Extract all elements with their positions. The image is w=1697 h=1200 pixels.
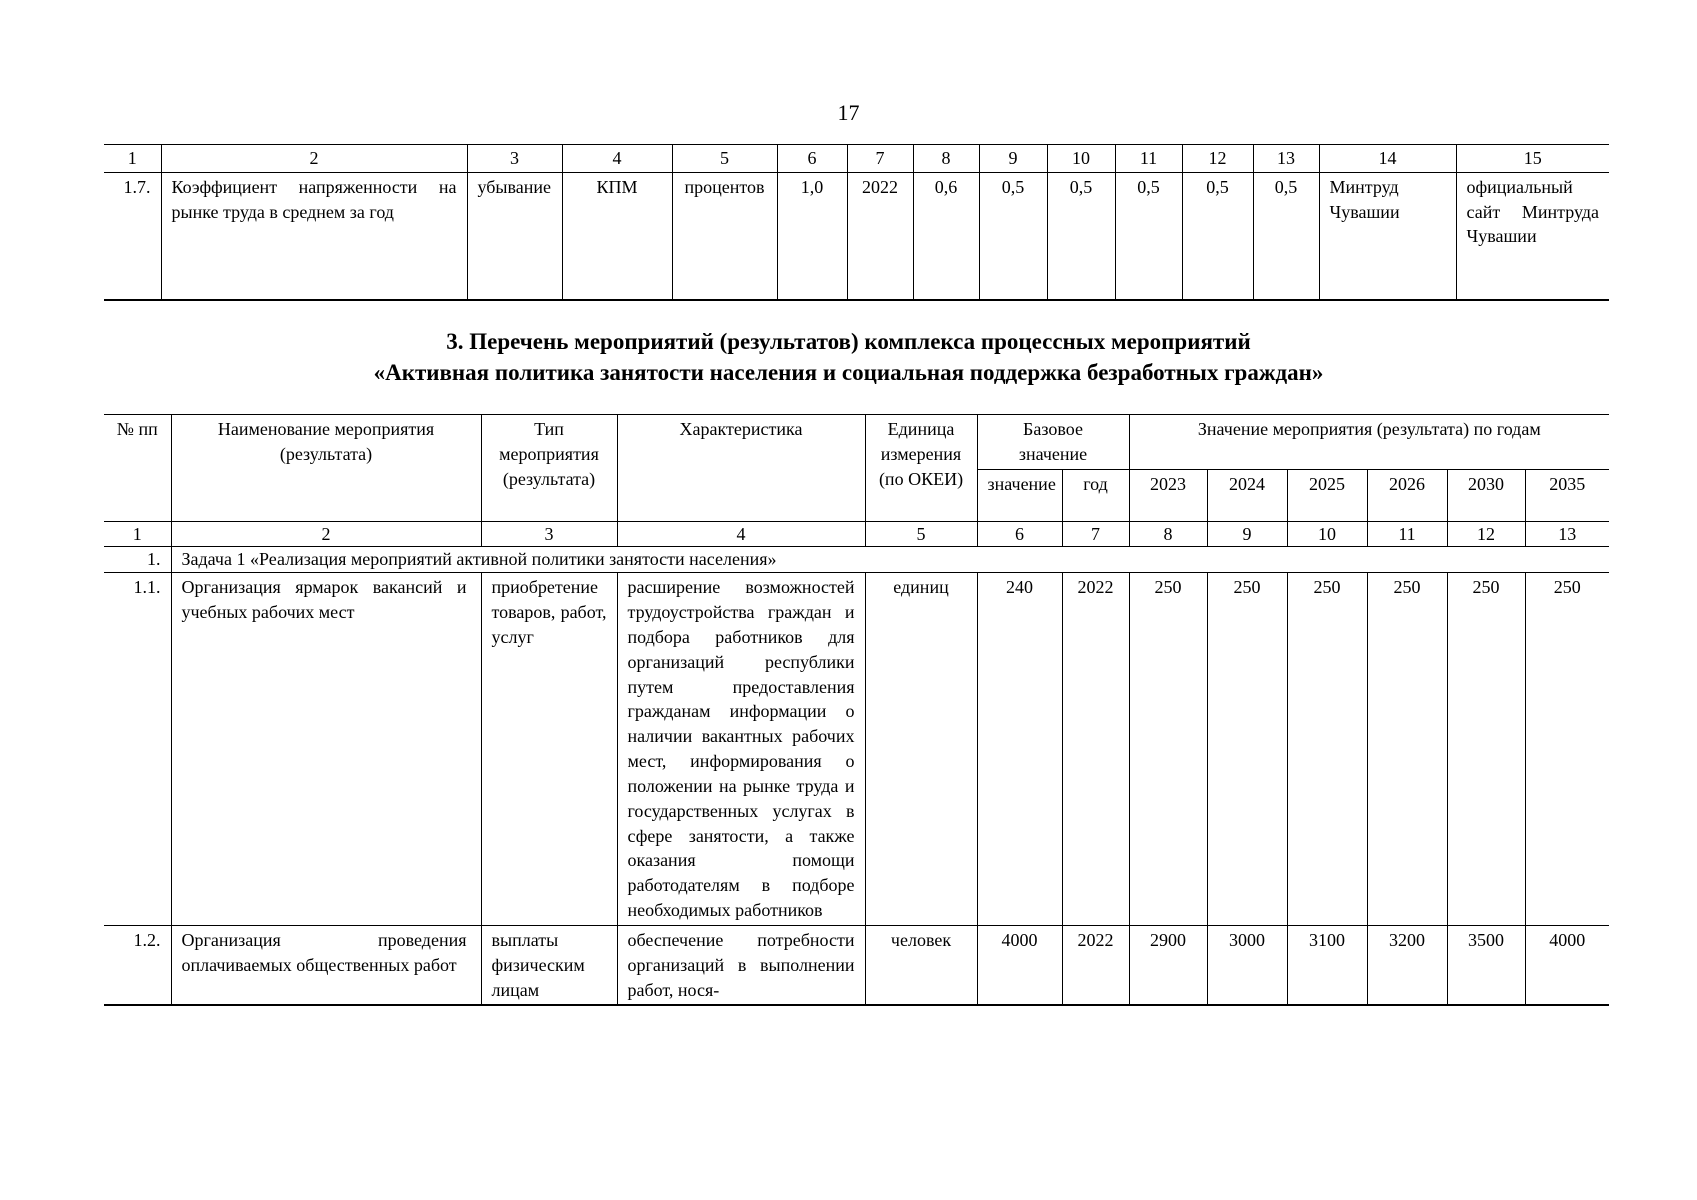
header-number: № пп bbox=[104, 415, 171, 522]
target-value: 0,5 bbox=[979, 172, 1047, 300]
column-number: 2 bbox=[161, 145, 467, 173]
measure-base-value: 4000 bbox=[977, 925, 1062, 1005]
task-row bbox=[104, 547, 1609, 573]
column-number: 3 bbox=[467, 145, 562, 173]
measure-year-value: 250 bbox=[1129, 573, 1207, 926]
task-number: 1. bbox=[104, 547, 171, 573]
header-year: 2035 bbox=[1525, 469, 1609, 521]
column-number: 11 bbox=[1367, 521, 1447, 547]
measure-unit: человек bbox=[865, 925, 977, 1005]
indicators-table bbox=[104, 144, 1609, 301]
measure-name: Организация проведения оплачиваемых общественных работ bbox=[171, 925, 481, 1005]
measure-name: Организация ярмарок вакансий и учебных рабочих мест bbox=[171, 573, 481, 926]
indicator-category: КПМ bbox=[562, 172, 672, 300]
column-number-row bbox=[104, 145, 1609, 173]
column-number: 9 bbox=[1207, 521, 1287, 547]
header-type: Тип мероприятия (результата) bbox=[481, 415, 617, 522]
data-source: официальный сайт Минтруда Чувашии bbox=[1456, 172, 1609, 300]
column-number: 5 bbox=[865, 521, 977, 547]
measure-characteristic: обеспечение потребности организаций в выполнении работ, нося- bbox=[617, 925, 865, 1005]
target-value: 0,6 bbox=[913, 172, 979, 300]
measure-base-year: 2022 bbox=[1062, 925, 1129, 1005]
column-number: 12 bbox=[1447, 521, 1525, 547]
target-value: 0,5 bbox=[1182, 172, 1253, 300]
column-number: 3 bbox=[481, 521, 617, 547]
header-year: 2024 bbox=[1207, 469, 1287, 521]
column-number: 13 bbox=[1253, 145, 1319, 173]
measure-row bbox=[104, 573, 1609, 926]
measures-table bbox=[104, 414, 1609, 1006]
measure-year-value: 3500 bbox=[1447, 925, 1525, 1005]
indicator-direction: убывание bbox=[467, 172, 562, 300]
page-number: 17 bbox=[837, 100, 860, 125]
column-number: 2 bbox=[171, 521, 481, 547]
measure-year-value: 250 bbox=[1367, 573, 1447, 926]
header-base: Базовое значение bbox=[977, 415, 1129, 470]
measure-year-value: 250 bbox=[1525, 573, 1609, 926]
column-number: 10 bbox=[1287, 521, 1367, 547]
indicator-name: Коэффициент напряженности на рынке труда в среднем за год bbox=[161, 172, 467, 300]
measure-year-value: 250 bbox=[1207, 573, 1287, 926]
indicator-row bbox=[104, 172, 1609, 300]
column-number: 7 bbox=[1062, 521, 1129, 547]
measure-row bbox=[104, 925, 1609, 1005]
section-heading bbox=[0, 326, 1697, 389]
measure-year-value: 3200 bbox=[1367, 925, 1447, 1005]
column-number: 10 bbox=[1047, 145, 1115, 173]
base-year: 2022 bbox=[847, 172, 913, 300]
column-number: 4 bbox=[617, 521, 865, 547]
measure-type: приобретение товаров, работ, услуг bbox=[481, 573, 617, 926]
target-value: 0,5 bbox=[1253, 172, 1319, 300]
column-number: 11 bbox=[1115, 145, 1182, 173]
column-number: 15 bbox=[1456, 145, 1609, 173]
header-row bbox=[104, 415, 1609, 470]
measure-base-year: 2022 bbox=[1062, 573, 1129, 926]
measure-type: выплаты физическим лицам bbox=[481, 925, 617, 1005]
column-number: 8 bbox=[1129, 521, 1207, 547]
column-number: 1 bbox=[104, 145, 161, 173]
base-value: 1,0 bbox=[777, 172, 847, 300]
measure-year-value: 3100 bbox=[1287, 925, 1367, 1005]
measure-base-value: 240 bbox=[977, 573, 1062, 926]
target-value: 0,5 bbox=[1115, 172, 1182, 300]
header-base-year: год bbox=[1062, 469, 1129, 521]
measure-year-value: 3000 bbox=[1207, 925, 1287, 1005]
section-heading-line-1: 3. Перечень мероприятий (результатов) комплекса процессных мероприятий bbox=[446, 329, 1251, 354]
measure-number: 1.2. bbox=[104, 925, 171, 1005]
header-year: 2026 bbox=[1367, 469, 1447, 521]
column-number: 5 bbox=[672, 145, 777, 173]
column-number: 13 bbox=[1525, 521, 1609, 547]
header-base-value: значение bbox=[977, 469, 1062, 521]
header-year: 2030 bbox=[1447, 469, 1525, 521]
column-number: 14 bbox=[1319, 145, 1456, 173]
header-year: 2023 bbox=[1129, 469, 1207, 521]
section-heading-line-2: «Активная политика занятости населения и социальная поддержка безработных граждан» bbox=[373, 360, 1324, 386]
column-number: 4 bbox=[562, 145, 672, 173]
column-number-row bbox=[104, 521, 1609, 547]
task-title: Задача 1 «Реализация мероприятий активной политики занятости населения» bbox=[171, 547, 1609, 573]
target-value: 0,5 bbox=[1047, 172, 1115, 300]
column-number: 9 bbox=[979, 145, 1047, 173]
header-year: 2025 bbox=[1287, 469, 1367, 521]
header-name: Наименование мероприятия (результата) bbox=[171, 415, 481, 522]
column-number: 8 bbox=[913, 145, 979, 173]
header-by-years: Значение мероприятия (результата) по годам bbox=[1129, 415, 1609, 470]
row-number: 1.7. bbox=[104, 172, 161, 300]
measure-year-value: 250 bbox=[1287, 573, 1367, 926]
header-characteristic: Характеристика bbox=[617, 415, 865, 522]
measure-characteristic: расширение возможностей трудоустройства граждан и подбора работников для организаций республики путем предоставления гражданам информации о наличии вакантных рабочих мест, информирования о положении на рынке труда и государственных услугах в сфере занятости, а также оказания помощи работодателям в подборе необходимых работников bbox=[617, 573, 865, 926]
responsible-body: Минтруд Чувашии bbox=[1319, 172, 1456, 300]
measure-unit: единиц bbox=[865, 573, 977, 926]
column-number: 6 bbox=[777, 145, 847, 173]
column-number: 7 bbox=[847, 145, 913, 173]
measure-year-value: 250 bbox=[1447, 573, 1525, 926]
indicator-unit: процентов bbox=[672, 172, 777, 300]
column-number: 12 bbox=[1182, 145, 1253, 173]
measure-year-value: 4000 bbox=[1525, 925, 1609, 1005]
measure-year-value: 2900 bbox=[1129, 925, 1207, 1005]
column-number: 6 bbox=[977, 521, 1062, 547]
header-unit: Единица измерения (по ОКЕИ) bbox=[865, 415, 977, 522]
column-number: 1 bbox=[104, 521, 171, 547]
measure-number: 1.1. bbox=[104, 573, 171, 926]
